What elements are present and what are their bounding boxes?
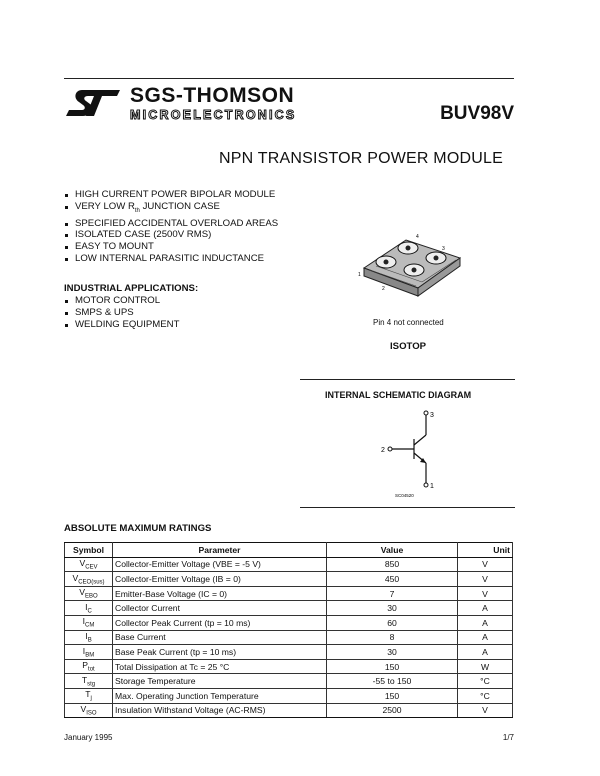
unit-cell: V [458,557,513,572]
unit-cell: A [458,630,513,645]
column-header: Symbol [65,543,113,558]
isotop-package-drawing [356,230,466,302]
schematic-heading: INTERNAL SCHEMATIC DIAGRAM [325,390,472,400]
parameter-cell: Collector Current [113,601,327,616]
unit-cell: °C [458,688,513,703]
feature-item: VERY LOW $R_{th}$ JUNCTION CASE [64,201,282,218]
feature-list [64,189,282,265]
parameter-cell: Insulation Withstand Voltage (AC-RMS) [113,703,327,718]
parameter-cell: Total Dissipation at Tc = 25 °C [113,659,327,674]
symbol-cell: $T_{stg}$ [65,674,113,689]
schematic-top-rule [300,379,515,380]
symbol-cell: $V_{ISO}$ [65,703,113,718]
symbol-cell: $V_{EBO}$ [65,586,113,601]
value-cell: 8 [327,630,458,645]
parameter-cell: Collector-Emitter Voltage (VBE = -5 V) [113,557,327,572]
unit-cell: A [458,601,513,616]
feature-item: LOW INTERNAL PARASITIC INDUCTANCE [64,253,282,265]
package-name: ISOTOP [390,341,427,352]
pin-label: 1 [358,272,361,278]
column-header: Value [327,543,458,558]
value-cell: 30 [327,601,458,616]
table-row [65,674,513,689]
feature-item: ISOLATED CASE (2500V RMS) [64,229,282,241]
symbol-cell: $I_{BM}$ [65,645,113,660]
value-cell: -55 to 150 [327,674,458,689]
column-header: Parameter [113,543,327,558]
base-pin-label: 2 [381,447,385,454]
symbol-cell: $V_{CEV}$ [65,557,113,572]
unit-cell: V [458,572,513,587]
parameter-cell: Emitter-Base Voltage (IC = 0) [113,586,327,601]
feature-item: EASY TO MOUNT [64,241,282,253]
value-cell: 150 [327,659,458,674]
ratings-heading: ABSOLUTE MAXIMUM RATINGS [64,523,212,534]
symbol-cell: $T_j$ [65,688,113,703]
table-row [65,557,513,572]
unit-cell: °C [458,674,513,689]
symbol-cell: $I_{CM}$ [65,615,113,630]
unit-cell: V [458,703,513,718]
ratings-table [64,542,513,718]
table-row [65,659,513,674]
value-cell: 450 [327,572,458,587]
value-cell: 7 [327,586,458,601]
parameter-cell: Base Peak Current (tp = 10 ms) [113,645,327,660]
column-header: Unit [458,543,513,558]
table-row [65,601,513,616]
table-row [65,645,513,660]
parameter-cell: Collector-Emitter Voltage (IB = 0) [113,572,327,587]
transistor-schematic [378,405,448,500]
value-cell: 2500 [327,703,458,718]
table-row [65,572,513,587]
pin-label: 2 [382,286,385,292]
value-cell: 150 [327,688,458,703]
feature-item: SPECIFIED ACCIDENTAL OVERLOAD AREAS [64,218,282,230]
table-row [65,688,513,703]
value-cell: 60 [327,615,458,630]
symbol-cell: $I_C$ [65,601,113,616]
symbol-cell: $P_{tot}$ [65,659,113,674]
emitter-pin-label: 1 [430,483,434,490]
value-cell: 30 [327,645,458,660]
table-header-row [65,543,513,558]
feature-item: HIGH CURRENT POWER BIPOLAR MODULE [64,189,282,201]
parameter-cell: Storage Temperature [113,674,327,689]
schematic-bottom-rule [300,507,515,508]
parameter-cell: Max. Operating Junction Temperature [113,688,327,703]
part-number: BUV98V [440,103,514,124]
collector-pin-label: 3 [430,412,434,419]
unit-cell: A [458,615,513,630]
table-row [65,630,513,645]
value-cell: 850 [327,557,458,572]
parameter-cell: Base Current [113,630,327,645]
unit-cell: V [458,586,513,601]
table-row [65,615,513,630]
brand-subtitle: MICROELECTRONICS [130,108,297,122]
symbol-cell: $I_B$ [65,630,113,645]
application-item: WELDING EQUIPMENT [64,319,284,331]
page-number: 1/7 [502,733,514,742]
applications-list [64,295,284,330]
application-item: SMPS & UPS [64,307,284,319]
table-row [65,703,513,718]
parameter-cell: Collector Peak Current (tp = 10 ms) [113,615,327,630]
unit-cell: A [458,645,513,660]
package-note: Pin 4 not connected [373,318,444,327]
st-logo [64,86,122,120]
symbol-cell: $V_{CEO(sus)}$ [65,572,113,587]
pin-label: 4 [416,234,419,240]
schematic-code: SC04520 [395,493,414,498]
footer-date: January 1995 [64,733,113,742]
table-row [65,586,513,601]
pin-label: 3 [442,246,445,252]
page-title: NPN TRANSISTOR POWER MODULE [219,150,503,167]
applications-heading: INDUSTRIAL APPLICATIONS: [64,283,199,294]
unit-cell: W [458,659,513,674]
header-rule [64,78,514,79]
brand-name: SGS-THOMSON [130,84,295,107]
application-item: MOTOR CONTROL [64,295,284,307]
